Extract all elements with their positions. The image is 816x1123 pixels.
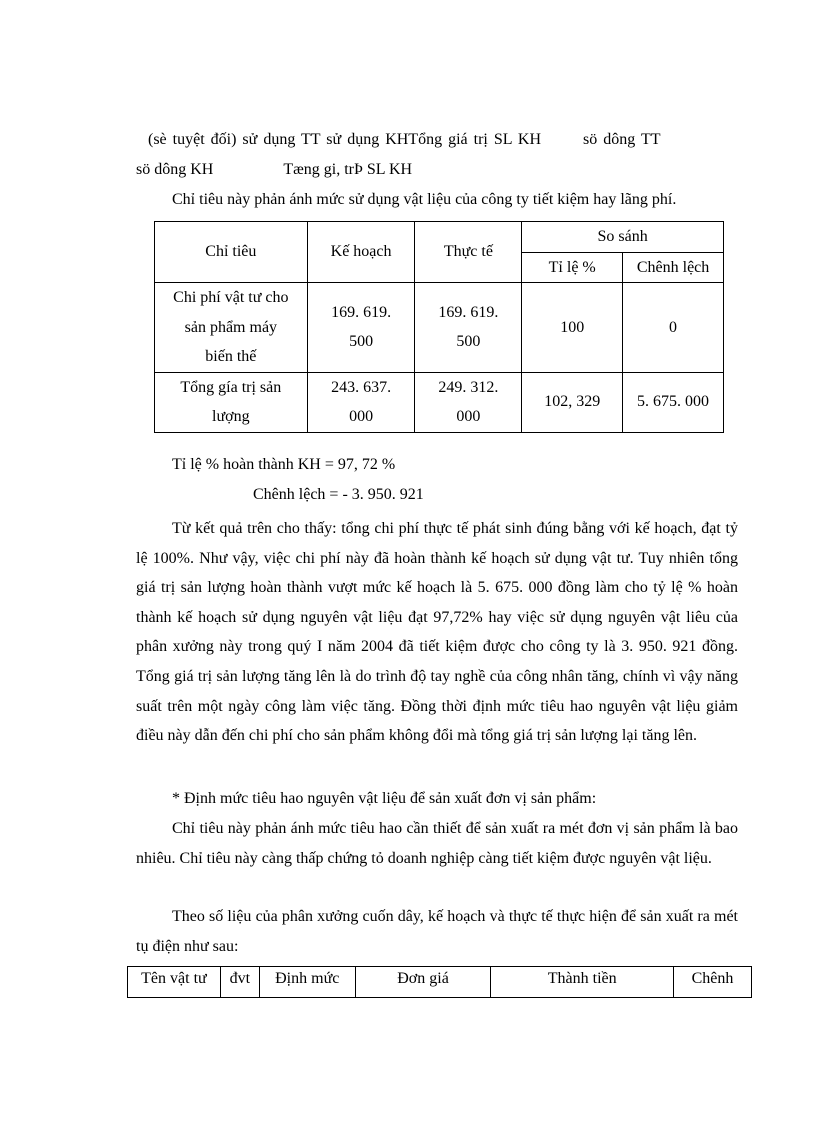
value-line: 500 xyxy=(456,333,481,351)
header-chenh: Chênh xyxy=(674,967,752,998)
header-chi-tieu: Chỉ tiêu xyxy=(155,222,308,283)
formula-line-2-b: Tæng gi, trÞ SL KH xyxy=(283,161,413,178)
header-don-gia: Đơn giá xyxy=(355,967,491,998)
comparison-table xyxy=(154,221,724,433)
section-heading: * Định mức tiêu hao nguyên vật liệu để sản xuất đơn vị sản phẩm: xyxy=(172,790,597,807)
row-chenh-lech: 0 xyxy=(623,283,724,373)
formula-line-1 xyxy=(148,131,661,149)
row-ke-hoach xyxy=(307,283,415,373)
formula-line-2 xyxy=(136,161,412,179)
result-chenh-lech: Chênh lệch = - 3. 950. 921 xyxy=(253,486,424,503)
table-row xyxy=(155,283,724,373)
header-ti-le: Tỉ lệ % xyxy=(522,252,623,283)
material-table xyxy=(127,966,752,998)
formula-line-1-tail: sö dông TT xyxy=(583,131,661,148)
row-ti-le: 102, 329 xyxy=(522,372,623,432)
row-name xyxy=(155,283,308,373)
header-thuc-te: Thực tế xyxy=(415,222,522,283)
header-dinh-muc: Định mức xyxy=(259,967,355,998)
header-ten-vat-tu: Tên vật tư xyxy=(128,967,221,998)
data-intro-paragraph: Theo số liệu của phân xưởng cuốn dây, kế hoạch và thực tế thực hiện để sản xuất ra mét tụ điện như sau: xyxy=(136,908,738,955)
header-so-sanh: So sánh xyxy=(522,222,724,253)
row-name-line: Tổng gía trị sản xyxy=(180,378,282,396)
analysis-paragraph: Từ kết quả trên cho thấy: tổng chi phí thực tế phát sinh đúng bằng với kế hoạch, đạt tỷ lệ 100%. Như vậy, việc chi phí này đã hoàn thành kế hoạch sử dụng vật tư. Tuy nhiên tổng giá trị sản lượng hoàn thành vượt mức kế hoạch là 5. 675. 000 đồng làm cho tỷ lệ % hoàn thành kế hoạch sử dụng nguyên vật liệu đạt 97,72% hay việc sử dụng nguyên vật liêu của phân xưởng này trong quý I năm 2004 đã tiết kiệm được cho công ty là 3. 950. 921 đồng. Tổng giá trị sản lượng tăng lên là do trình độ tay nghề của công nhân tăng, chính vì vậy năng suất trên một ngày công làm việc tăng. Đồng thời định mức tiêu hao nguyên vật liệu giảm điều này dẫn đến chi phí cho sản phẩm không đổi mà tổng giá trị sản lượng lại tăng lên. xyxy=(136,520,738,745)
value-line: 249. 312. xyxy=(438,378,499,396)
header-dvt: đvt xyxy=(220,967,259,998)
row-thuc-te xyxy=(415,372,522,432)
result-ti-le: Tỉ lệ % hoàn thành KH = 97, 72 % xyxy=(172,456,396,473)
definition-paragraph: Chỉ tiêu này phản ánh mức tiêu hao cần thiết để sản xuất ra mét đơn vị sản phẩm là bao nhiêu. Chỉ tiêu này càng thấp chứng tỏ doanh nghiệp càng tiết kiệm được nguyên vật liệu. xyxy=(136,820,738,867)
intro-sentence: Chỉ tiêu này phản ánh mức sử dụng vật liệu của công ty tiết kiệm hay lãng phí. xyxy=(172,191,677,208)
row-name-line: lượng xyxy=(212,408,250,425)
row-name xyxy=(155,372,308,432)
value-line: 169. 619. xyxy=(438,303,499,321)
row-name-line: Chi phí vật tư cho xyxy=(173,289,289,306)
row-name-line: biến thế xyxy=(205,348,257,365)
row-ke-hoach xyxy=(307,372,415,432)
row-name-line: sản phẩm máy xyxy=(184,318,278,336)
formula-line-2-a: sö dông KH xyxy=(136,161,214,178)
value-line: 169. 619. xyxy=(331,303,392,321)
value-line: 243. 637. xyxy=(331,378,392,396)
table-row xyxy=(155,372,724,432)
row-thuc-te xyxy=(415,283,522,373)
header-thanh-tien: Thành tiền xyxy=(491,967,674,998)
value-line: 000 xyxy=(456,408,481,425)
header-chenh-lech: Chênh lệch xyxy=(623,252,724,283)
formula-line-1-text: (sè tuyệt đối) sử dụng TT sử dụng KHTổng giá trị SL KH xyxy=(148,131,542,148)
header-ke-hoach: Kế hoạch xyxy=(307,222,415,283)
row-chenh-lech: 5. 675. 000 xyxy=(623,372,724,432)
row-ti-le: 100 xyxy=(522,283,623,373)
value-line: 500 xyxy=(349,333,374,351)
value-line: 000 xyxy=(349,408,374,425)
